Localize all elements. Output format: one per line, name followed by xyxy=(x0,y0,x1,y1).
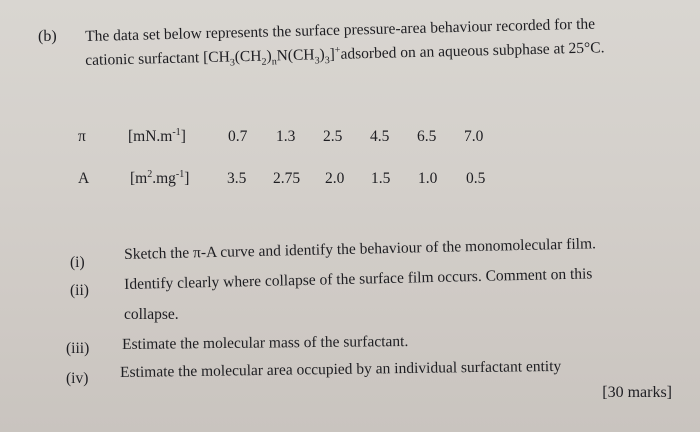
table-cell: 0.7 xyxy=(228,128,248,145)
table-cell: 3.5 xyxy=(227,170,247,187)
table-cell: 6.5 xyxy=(417,128,437,145)
unit-pressure: $[mN.m^{-1}]$ xyxy=(128,126,186,145)
subquestion-num: (ii) xyxy=(70,282,89,299)
table-cell: 4.5 xyxy=(370,128,390,145)
table-cell: 2.0 xyxy=(325,170,345,187)
subquestion-num: (i) xyxy=(70,254,85,271)
intro-line-1: The data set below represents the surface pressure-area behaviour recorded for the xyxy=(85,15,596,45)
symbol-area: A xyxy=(78,170,90,187)
symbol-pi: π xyxy=(78,128,86,145)
table-cell: 2.75 xyxy=(273,170,301,187)
table-cell: 1.0 xyxy=(418,170,438,187)
table-row-area xyxy=(0,170,700,192)
table-cell: 7.0 xyxy=(464,128,484,145)
subquestion-text: Sketch the π-A curve and identify the behaviour of the monomolecular film. xyxy=(124,235,597,263)
subquestion-text: Estimate the molecular mass of the surfactant. xyxy=(122,333,409,353)
table-cell: 1.3 xyxy=(276,128,296,145)
subquestion-num: (iii) xyxy=(66,340,90,357)
table-row-pressure xyxy=(0,128,700,150)
table-cell: 2.5 xyxy=(323,128,343,145)
subquestion-text: Estimate the molecular area occupied by an individual surfactant entity xyxy=(120,357,562,381)
table-cell: 0.5 xyxy=(466,170,486,187)
subquestion-text-cont: collapse. xyxy=(124,306,179,323)
subquestion-text: Identify clearly where collapse of the surface film occurs. Comment on this xyxy=(124,265,593,293)
intro-line-2: cationic surfactant $[CH_3(CH_2)_nN(CH_3)_3]^+adsorbed$ on an aqueous subphase at 25°C. xyxy=(85,39,605,69)
table-cell: 1.5 xyxy=(371,170,391,187)
marks-label: [30 marks] xyxy=(602,384,672,401)
unit-area: $[m^2.mg^{-1}]$ xyxy=(130,168,190,187)
subquestion-num: (iv) xyxy=(66,370,89,387)
part-label: (b) xyxy=(38,28,57,45)
